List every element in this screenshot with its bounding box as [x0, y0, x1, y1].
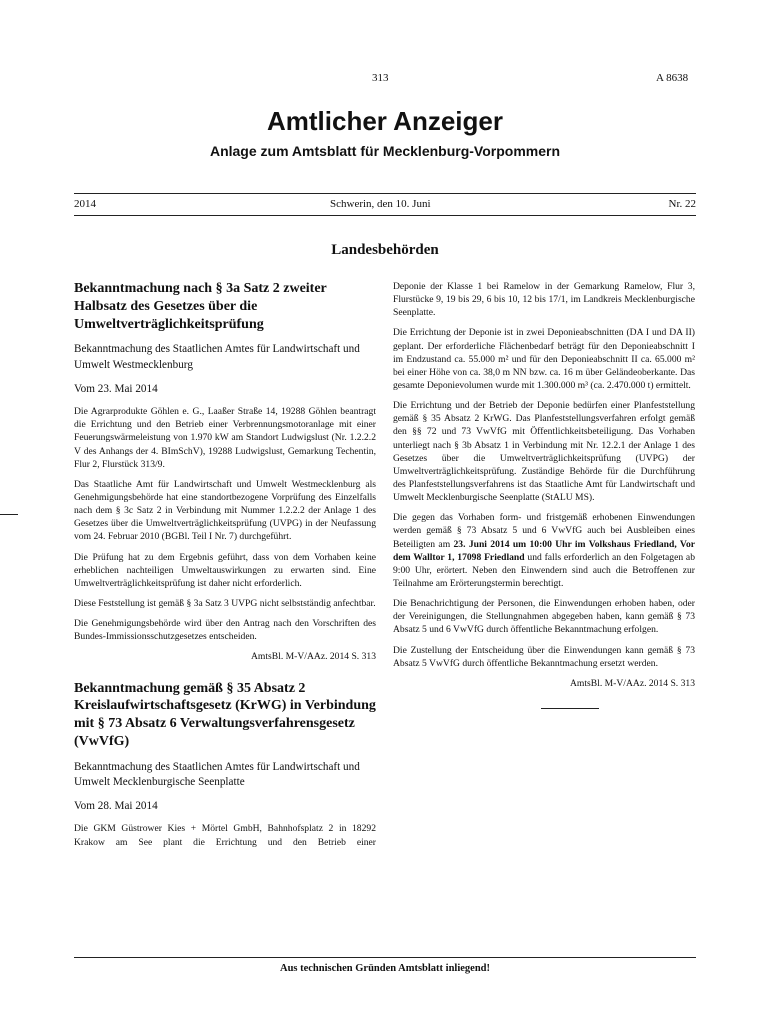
masthead-subtitle: Anlage zum Amtsblatt für Mecklenburg-Vorpommern	[209, 143, 561, 159]
dateline-issue-number: Nr. 22	[668, 198, 696, 210]
footer-notice: Aus technischen Gründen Amtsblatt inliegend!	[279, 963, 491, 974]
hearing-date-location: 23. Juni 2014 um 10:00 Uhr im Volkshaus Friedland, Vor dem Walltor 1, 17098 Friedland	[393, 538, 695, 563]
masthead-title: Amtlicher Anzeiger	[267, 106, 503, 136]
paragraph: Diese Feststellung ist gemäß § 3a Satz 3 UVPG nicht selbstständig anfechtbar.	[74, 597, 376, 609]
margin-mark	[0, 514, 18, 515]
dateline-rule	[74, 215, 696, 216]
paragraph: Das Staatliche Amt für Landwirtschaft und Umwelt Westmecklenburg als Genehmigungsbehörde hat eine standortbezogene Vorprüfung des Einzelfalls nach dem § 3c Satz 2 in Verbindung mit Nummer 1.2.2.2 der Anlage 1 des Gesetzes über die Umweltverträglichkeitsprüfung (UVPG) in der Neufassung vom 24. Februar 2010 (BGBl. Teil I Nr. 7) durchgeführt.	[74, 478, 376, 543]
paragraph: Die Agrarprodukte Göhlen e. G., Laaßer Straße 14, 19288 Göhlen beantragt die Errichtung und den Betrieb einer Verbrennungsmotoranlage mit einer Feuerungswärmeleistung von 1.970 kW am Standort Ludwigslust (Nr. 1.2.2.2 V des Anhangs der 4. BImSchV), 19288 Ludwigslust, Gemarkung Techentin, Flur 2, Flurstück 313/9.	[74, 406, 376, 470]
paragraph	[393, 511, 695, 590]
section-title: Landesbehörden	[331, 242, 439, 258]
dateline-year: 2014	[74, 198, 96, 210]
page-number: 313	[372, 72, 389, 84]
announcement-date-2: Vom 28. Mai 2014	[74, 800, 158, 813]
announcement-heading-2: Bekanntmachung gemäß § 35 Absatz 2 Kreislaufwirtschaftsgesetz (KrWG) in Verbindung mit § 73 Absatz 6 Verwaltungsverfahrensgesetz (VwVfG)	[74, 680, 376, 749]
announcement-issuer-2: Bekanntmachung des Staatlichen Amtes für Landwirtschaft und Umwelt Mecklenburgische Seenplatte	[74, 760, 360, 788]
paragraph: Die Zustellung der Entscheidung über die Einwendungen kann gemäß § 73 Absatz 5 VwVfG durch öffentliche Bekanntmachung ersetzt werden.	[393, 644, 695, 669]
paragraph: Die Errichtung und der Betrieb der Deponie bedürfen einer Planfeststellung gemäß § 35 Absatz 2 KrWG. Das Planfeststellungsverfahren erfolgt gemäß den §§ 72 und 73 VwVfG mit Öffentlichkeitsbeteiligung. Das Vorhaben unterliegt nach § 3b Absatz 1 in Verbindung mit Nr. 12.2.1 der Anlage 1 des Gesetzes über die Umweltverträglichkeitsprüfung (UVPG) der Umweltverträglichkeitsprüfung. Zuständige Behörde für die Durchführung des Planfeststellungsverfahrens ist das Staatliche Amt für Landwirtschaft und Umwelt Mecklenburgische Seenplatte (StALU MS).	[393, 400, 695, 504]
publication-reference: A 8638	[656, 72, 689, 84]
paragraph-text: und falls erforderlich an den Folgetagen ab 9:00 Uhr, erörtert. Neben den Einwendern sind auch die Betroffenen zur Teilnahme am Erörterungstermin berechtigt.	[393, 551, 695, 589]
left-column	[74, 280, 376, 856]
announcement-date-1: Vom 23. Mai 2014	[74, 382, 158, 395]
gazette-reference-1: AmtsBl. M-V/AAz. 2014 S. 313	[251, 651, 376, 663]
top-rule	[74, 193, 696, 194]
gazette-reference-2: AmtsBl. M-V/AAz. 2014 S. 313	[570, 677, 695, 689]
paragraph: Die Prüfung hat zu dem Ergebnis geführt, dass von dem Vorhaben keine erheblichen nachteiligen Umweltauswirkungen zu erwarten sind. Eine Umweltverträglichkeitsprüfung ist daher nicht erforderlich.	[74, 551, 376, 589]
announcement-heading-1: Bekanntmachung nach § 3a Satz 2 zweiter Halbsatz des Gesetzes über die Umweltverträglichkeitsprüfung	[74, 281, 327, 332]
announcement-issuer-1: Bekanntmachung des Staatlichen Amtes für Landwirtschaft und Umwelt Westmecklenburg	[74, 343, 360, 371]
dateline-place-date: Schwerin, den 10. Juni	[330, 198, 431, 210]
end-rule	[541, 708, 599, 709]
paragraph: Die GKM Güstrower Kies + Mörtel GmbH, Bahnhofsplatz 2 in 18292 Krakow am See plant die Errichtung und den Betrieb einer	[74, 823, 376, 848]
paragraph: Die Errichtung der Deponie ist in zwei Deponieabschnitten (DA I und DA II) geplant. Der erforderliche Flächenbedarf beträgt für den Deponieabschnitt I im Endzustand ca. 55.000 m² und für den Deponieabschnitt II ca. 65.000 m² bei einer Höhe von ca. 38,0 m NN bzw. ca. 16 m über Geländeoberkante. Das gesamte Deponievolumen wurde mit 1.300.000 m³ (ca. 2.470.000 t) ermittelt.	[393, 327, 695, 391]
paragraph: Deponie der Klasse 1 bei Ramelow in der Gemarkung Ramelow, Flur 3, Flurstücke 9, 19 bis 29, 6 bis 10, 12 bis 17/1, im Landkreis Mecklenburgische Seenplatte.	[393, 281, 695, 319]
right-column	[393, 280, 695, 709]
paragraph-text: Die gegen das Vorhaben form- und fristgemäß erhobenen Einwendungen werden gemäß § 73 Absatz 5 und 6 VwVfG auch bei Ausbleiben eines Beteiligten am	[393, 512, 695, 550]
footer-rule	[74, 957, 696, 958]
paragraph: Die Benachrichtigung der Personen, die Einwendungen erhoben haben, oder der Vereinigungen, die Stellungnahmen abgegeben haben, kann gemäß § 73 Absatz 5 und 6 VwVfG durch öffentliche Bekanntmachung erfolgen.	[393, 598, 695, 636]
paragraph: Die Genehmigungsbehörde wird über den Antrag nach den Vorschriften des Bundes-Immissionsschutzgesetzes entscheiden.	[74, 618, 376, 643]
